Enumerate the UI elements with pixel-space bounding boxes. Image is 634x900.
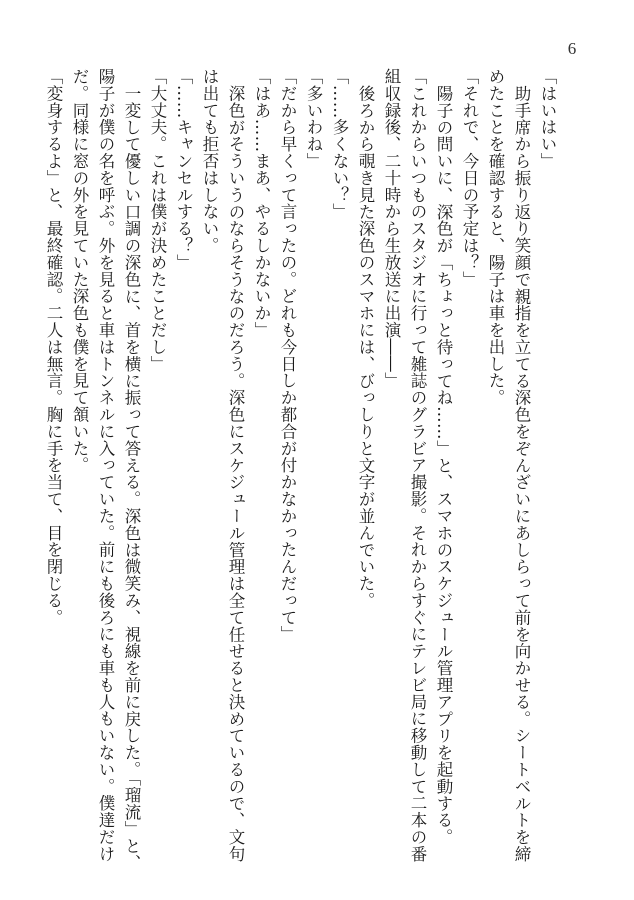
paragraph: 「はあ……まあ、やるしかないか」 (252, 68, 271, 339)
paragraph: 「変身するよ」と、最終確認。二人は無言。胸に手を当て、目を閉じる。 (44, 68, 63, 626)
paragraph: 助手席から振り返り笑顔で親指を立てる深色をぞんざいにあしらって前を向かせる。シートベルトを締めたことを確認すると、陽子は車を出した。 (486, 68, 531, 862)
novel-body-text (44, 68, 560, 878)
paragraph: 深色がそういうのならそうなのだろう。深色にスケジュール管理は全て任せると決めているので、文句は出ても拒否はしない。 (200, 68, 245, 862)
paragraph: 一変して優しい口調の深色に、首を横に振って答える。深色は微笑み、視線を前に戻した。「瑠流」と、陽子が僕の名を呼ぶ。外を見ると車はトンネルに入っていた。前にも後ろにも車も人もいない。僕達だけだ。同様に窓の外を見ていた深色も僕を見て頷いた。 (70, 68, 141, 871)
paragraph: 後ろから覗き見た深色のスマホには、びっしりと文字が並んでいた。 (356, 84, 375, 609)
page-number: 6 (567, 39, 577, 58)
paragraph: 「これからいつものスタジオに行って雑誌のグラビア撮影。それからすぐにテレビ局に移動して二本の番組収録後、二十時から生放送に出演――」 (382, 68, 427, 863)
paragraph: 「多いわね」 (304, 68, 323, 170)
paragraph: 「はいはい」 (538, 68, 557, 170)
paragraph: 「大丈夫。これは僕が決めたことだし」 (148, 68, 167, 373)
paragraph: 「……多くない？」 (330, 68, 349, 221)
paragraph: 「それで、今日の予定は？」 (460, 68, 479, 288)
paragraph: 陽子の問いに、深色が「ちょっと待ってね……」と、スマホのスケジュール管理アプリを起動する。 (434, 84, 453, 845)
paragraph: 「……キャンセルする？」 (174, 68, 193, 271)
paragraph: 「だから早くって言ったの。どれも今日しか都合が付かなかったんだって」 (278, 68, 297, 643)
